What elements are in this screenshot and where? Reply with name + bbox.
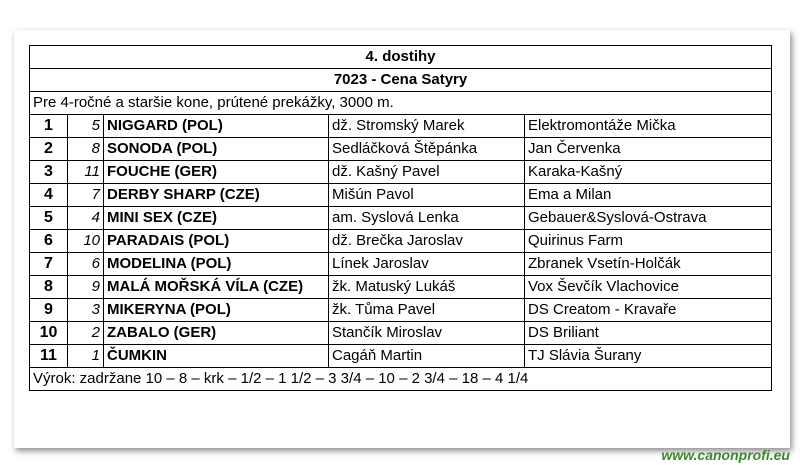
table-row	[30, 299, 772, 322]
horse-name: DERBY SHARP (CZE)	[104, 184, 329, 207]
owner-name: Karaka-Kašný	[525, 161, 772, 184]
start-number: 11	[68, 161, 104, 184]
start-number: 2	[68, 322, 104, 345]
start-number: 6	[68, 253, 104, 276]
start-number: 1	[68, 345, 104, 368]
table-row	[30, 161, 772, 184]
start-number: 4	[68, 207, 104, 230]
race-description-row	[30, 92, 772, 115]
jockey-name: dž. Stromský Marek	[329, 115, 525, 138]
horse-name: MALÁ MOŘSKÁ VÍLA (CZE)	[104, 276, 329, 299]
place-number: 5	[30, 207, 68, 230]
place-number: 6	[30, 230, 68, 253]
results-card	[14, 30, 790, 448]
jockey-name: Mišún Pavol	[329, 184, 525, 207]
table-row	[30, 345, 772, 368]
race-title-row	[30, 69, 772, 92]
place-number: 1	[30, 115, 68, 138]
horse-name: ZABALO (GER)	[104, 322, 329, 345]
jockey-name: dž. Brečka Jaroslav	[329, 230, 525, 253]
jockey-name: am. Syslová Lenka	[329, 207, 525, 230]
owner-name: Zbranek Vsetín-Holčák	[525, 253, 772, 276]
start-number: 7	[68, 184, 104, 207]
horse-name: ČUMKIN	[104, 345, 329, 368]
owner-name: TJ Slávia Šurany	[525, 345, 772, 368]
place-number: 10	[30, 322, 68, 345]
horse-name: MIKERYNA (POL)	[104, 299, 329, 322]
race-result: Výrok: zadržane 10 – 8 – krk – 1/2 – 1 1/2 – 3 3/4 – 10 – 2 3/4 – 18 – 4 1/4	[30, 368, 772, 391]
owner-name: Vox Ševčík Vlachovice	[525, 276, 772, 299]
horse-name: SONODA (POL)	[104, 138, 329, 161]
owner-name: Quirinus Farm	[525, 230, 772, 253]
table-row	[30, 207, 772, 230]
start-number: 3	[68, 299, 104, 322]
place-number: 2	[30, 138, 68, 161]
race-description: Pre 4-ročné a staršie kone, prútené prekážky, 3000 m.	[30, 92, 772, 115]
place-number: 4	[30, 184, 68, 207]
race-header-row	[30, 46, 772, 69]
owner-name: Gebauer&Syslová-Ostrava	[525, 207, 772, 230]
race-header: 4. dostihy	[30, 46, 772, 69]
jockey-name: žk. Matuský Lukáš	[329, 276, 525, 299]
start-number: 8	[68, 138, 104, 161]
horse-name: FOUCHE (GER)	[104, 161, 329, 184]
horse-name: NIGGARD (POL)	[104, 115, 329, 138]
start-number: 10	[68, 230, 104, 253]
race-results-table	[29, 45, 772, 391]
jockey-name: dž. Kašný Pavel	[329, 161, 525, 184]
place-number: 9	[30, 299, 68, 322]
horse-name: MINI SEX (CZE)	[104, 207, 329, 230]
start-number: 5	[68, 115, 104, 138]
jockey-name: Sedláčková Štěpánka	[329, 138, 525, 161]
table-row	[30, 138, 772, 161]
race-result-row	[30, 368, 772, 391]
watermark: www.canonprofi.eu	[661, 447, 790, 463]
horse-name: MODELINA (POL)	[104, 253, 329, 276]
place-number: 11	[30, 345, 68, 368]
jockey-name: Línek Jaroslav	[329, 253, 525, 276]
jockey-name: Stančík Miroslav	[329, 322, 525, 345]
place-number: 3	[30, 161, 68, 184]
jockey-name: Cagáň Martin	[329, 345, 525, 368]
table-row	[30, 230, 772, 253]
owner-name: DS Creatom - Kravaře	[525, 299, 772, 322]
owner-name: Jan Červenka	[525, 138, 772, 161]
place-number: 8	[30, 276, 68, 299]
owner-name: Elektromontáže Mička	[525, 115, 772, 138]
place-number: 7	[30, 253, 68, 276]
owner-name: Ema a Milan	[525, 184, 772, 207]
race-title: 7023 - Cena Satyry	[30, 69, 772, 92]
table-row	[30, 322, 772, 345]
table-row	[30, 115, 772, 138]
horse-name: PARADAIS (POL)	[104, 230, 329, 253]
table-row	[30, 184, 772, 207]
start-number: 9	[68, 276, 104, 299]
jockey-name: žk. Tůma Pavel	[329, 299, 525, 322]
owner-name: DS Briliant	[525, 322, 772, 345]
table-row	[30, 253, 772, 276]
table-row	[30, 276, 772, 299]
